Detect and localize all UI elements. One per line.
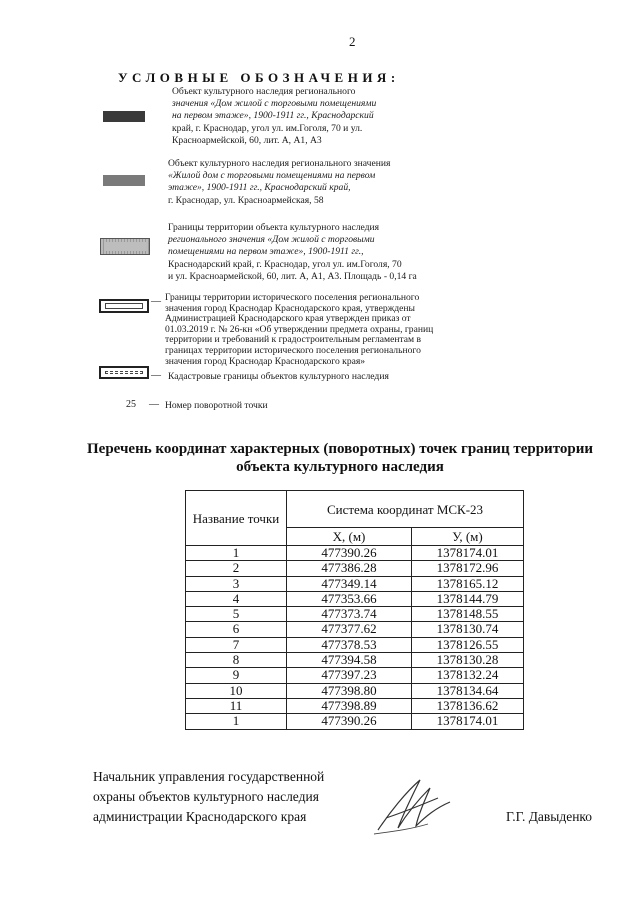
table-row <box>186 698 524 713</box>
y-coordinate-cell: 1378126.55 <box>412 637 524 652</box>
x-coordinate-cell: 477378.53 <box>287 637 412 652</box>
y-coordinate-cell: 1378134.64 <box>412 683 524 698</box>
point-number-cell: 2 <box>186 561 287 576</box>
x-coordinate-cell: 477398.80 <box>287 683 412 698</box>
legend-point-number: 25 <box>126 399 136 410</box>
table-row <box>186 576 524 591</box>
point-number-cell: 1 <box>186 714 287 729</box>
x-coordinate-cell: 477398.89 <box>287 698 412 713</box>
table-row <box>186 607 524 622</box>
legend-text-historic-settlement: Границы территории исторического поселения регионального значения город Краснодар Краснодарского края, утверждены Администрацией Краснодарского края утвержден приказ от 01.03.2019 г. № 26-кн «Об утверждении предмета охраны, границ территории и требований к градостроительным регламентам в границах территории исторического поселения регионального значения город Краснодар Краснодарского края» <box>165 292 434 367</box>
legend-dash: — <box>149 399 159 410</box>
x-coordinate-cell: 477386.28 <box>287 561 412 576</box>
y-coordinate-cell: 1378174.01 <box>412 714 524 729</box>
y-coordinate-cell: 1378144.79 <box>412 591 524 606</box>
table-row <box>186 622 524 637</box>
table-row <box>186 591 524 606</box>
y-coordinate-cell: 1378174.01 <box>412 546 524 561</box>
heading-line-1: Перечень координат характерных (поворотных) точек границ территории <box>87 441 593 457</box>
point-number-cell: 11 <box>186 698 287 713</box>
x-coordinate-cell: 477353.66 <box>287 591 412 606</box>
y-coordinate-cell: 1378172.96 <box>412 561 524 576</box>
point-number-cell: 10 <box>186 683 287 698</box>
y-coordinate-cell: 1378130.28 <box>412 653 524 668</box>
point-number-cell: 6 <box>186 622 287 637</box>
x-coordinate-cell: 477394.58 <box>287 653 412 668</box>
page-number: 2 <box>349 34 356 49</box>
table-row <box>186 668 524 683</box>
point-number-cell: 9 <box>186 668 287 683</box>
y-coordinate-cell: 1378132.24 <box>412 668 524 683</box>
point-number-cell: 4 <box>186 591 287 606</box>
y-coordinate-cell: 1378130.74 <box>412 622 524 637</box>
legend-text-residential-object: Объект культурного наследия регионального значения «Жилой дом с торговыми помещениями на первом этаже», 1900-1911 гг., Краснодарский край, г. Краснодар, ул. Красноармейская, 58 <box>168 158 391 206</box>
col-y: У, (м) <box>412 528 524 546</box>
coordinates-heading <box>60 440 620 476</box>
point-number-cell: 7 <box>186 637 287 652</box>
legend-text-cadastral-boundary: Кадастровые границы объектов культурного наследия <box>168 371 389 382</box>
legend-text-point-number: Номер поворотной точки <box>165 400 268 411</box>
point-number-cell: 3 <box>186 576 287 591</box>
table-row <box>186 637 524 652</box>
col-coordinate-system: Система координат МСК-23 <box>287 491 524 528</box>
x-coordinate-cell: 477349.14 <box>287 576 412 591</box>
legend-swatch-historic-settlement <box>99 299 149 313</box>
x-coordinate-cell: 477397.23 <box>287 668 412 683</box>
signature-title: Начальник управления государственной охраны объектов культурного наследия администрации Краснодарского края <box>93 769 325 824</box>
y-coordinate-cell: 1378165.12 <box>412 576 524 591</box>
y-coordinate-cell: 1378148.55 <box>412 607 524 622</box>
heading-line-2: объекта культурного наследия <box>236 459 444 475</box>
x-coordinate-cell: 477390.26 <box>287 714 412 729</box>
table-row <box>186 561 524 576</box>
legend-swatch-residential-object <box>103 175 145 186</box>
legend-swatch-territory-boundary <box>100 238 150 255</box>
x-coordinate-cell: 477373.74 <box>287 607 412 622</box>
table-row <box>186 683 524 698</box>
coordinates-table <box>185 490 524 730</box>
x-coordinate-cell: 477377.62 <box>287 622 412 637</box>
col-point-name: Название точки <box>186 491 287 546</box>
legend-text-territory-boundary: Границы территории объекта культурного наследия регионального значения «Дом жилой с торговыми помещениями на первом этаже», 1900-1911 гг., Краснодарский край, г. Краснодар, угол ул. им.Гоголя, 70 и ул. Красноармейской, 60, лит. А, А1, А3. Площадь - 0,14 га <box>168 222 417 282</box>
y-coordinate-cell: 1378136.62 <box>412 698 524 713</box>
legend-text-heritage-object: Объект культурного наследия регионального значения «Дом жилой с торговыми помещениями на первом этаже», 1900-1911 гг., Краснодарский край, г. Краснодар, угол ул. им.Гоголя, 70 и ул. Красноармейской, 60, лит. А, А1, А3 <box>172 86 377 146</box>
signatory-name: Г.Г. Давыденко <box>506 809 593 824</box>
point-number-cell: 5 <box>186 607 287 622</box>
legend-swatch-cadastral-boundary <box>99 366 149 379</box>
table-row <box>186 546 524 561</box>
legend-dash: — <box>151 370 161 381</box>
point-number-cell: 1 <box>186 546 287 561</box>
x-coordinate-cell: 477390.26 <box>287 546 412 561</box>
legend-title: УСЛОВНЫЕ ОБОЗНАЧЕНИЯ: <box>118 70 400 85</box>
handwritten-signature <box>368 772 458 847</box>
legend-dash: — <box>151 296 161 307</box>
col-x: X, (м) <box>287 528 412 546</box>
legend-swatch-heritage-object <box>103 111 145 122</box>
table-row <box>186 653 524 668</box>
point-number-cell: 8 <box>186 653 287 668</box>
table-row <box>186 714 524 729</box>
coordinates-table-body <box>186 546 524 730</box>
